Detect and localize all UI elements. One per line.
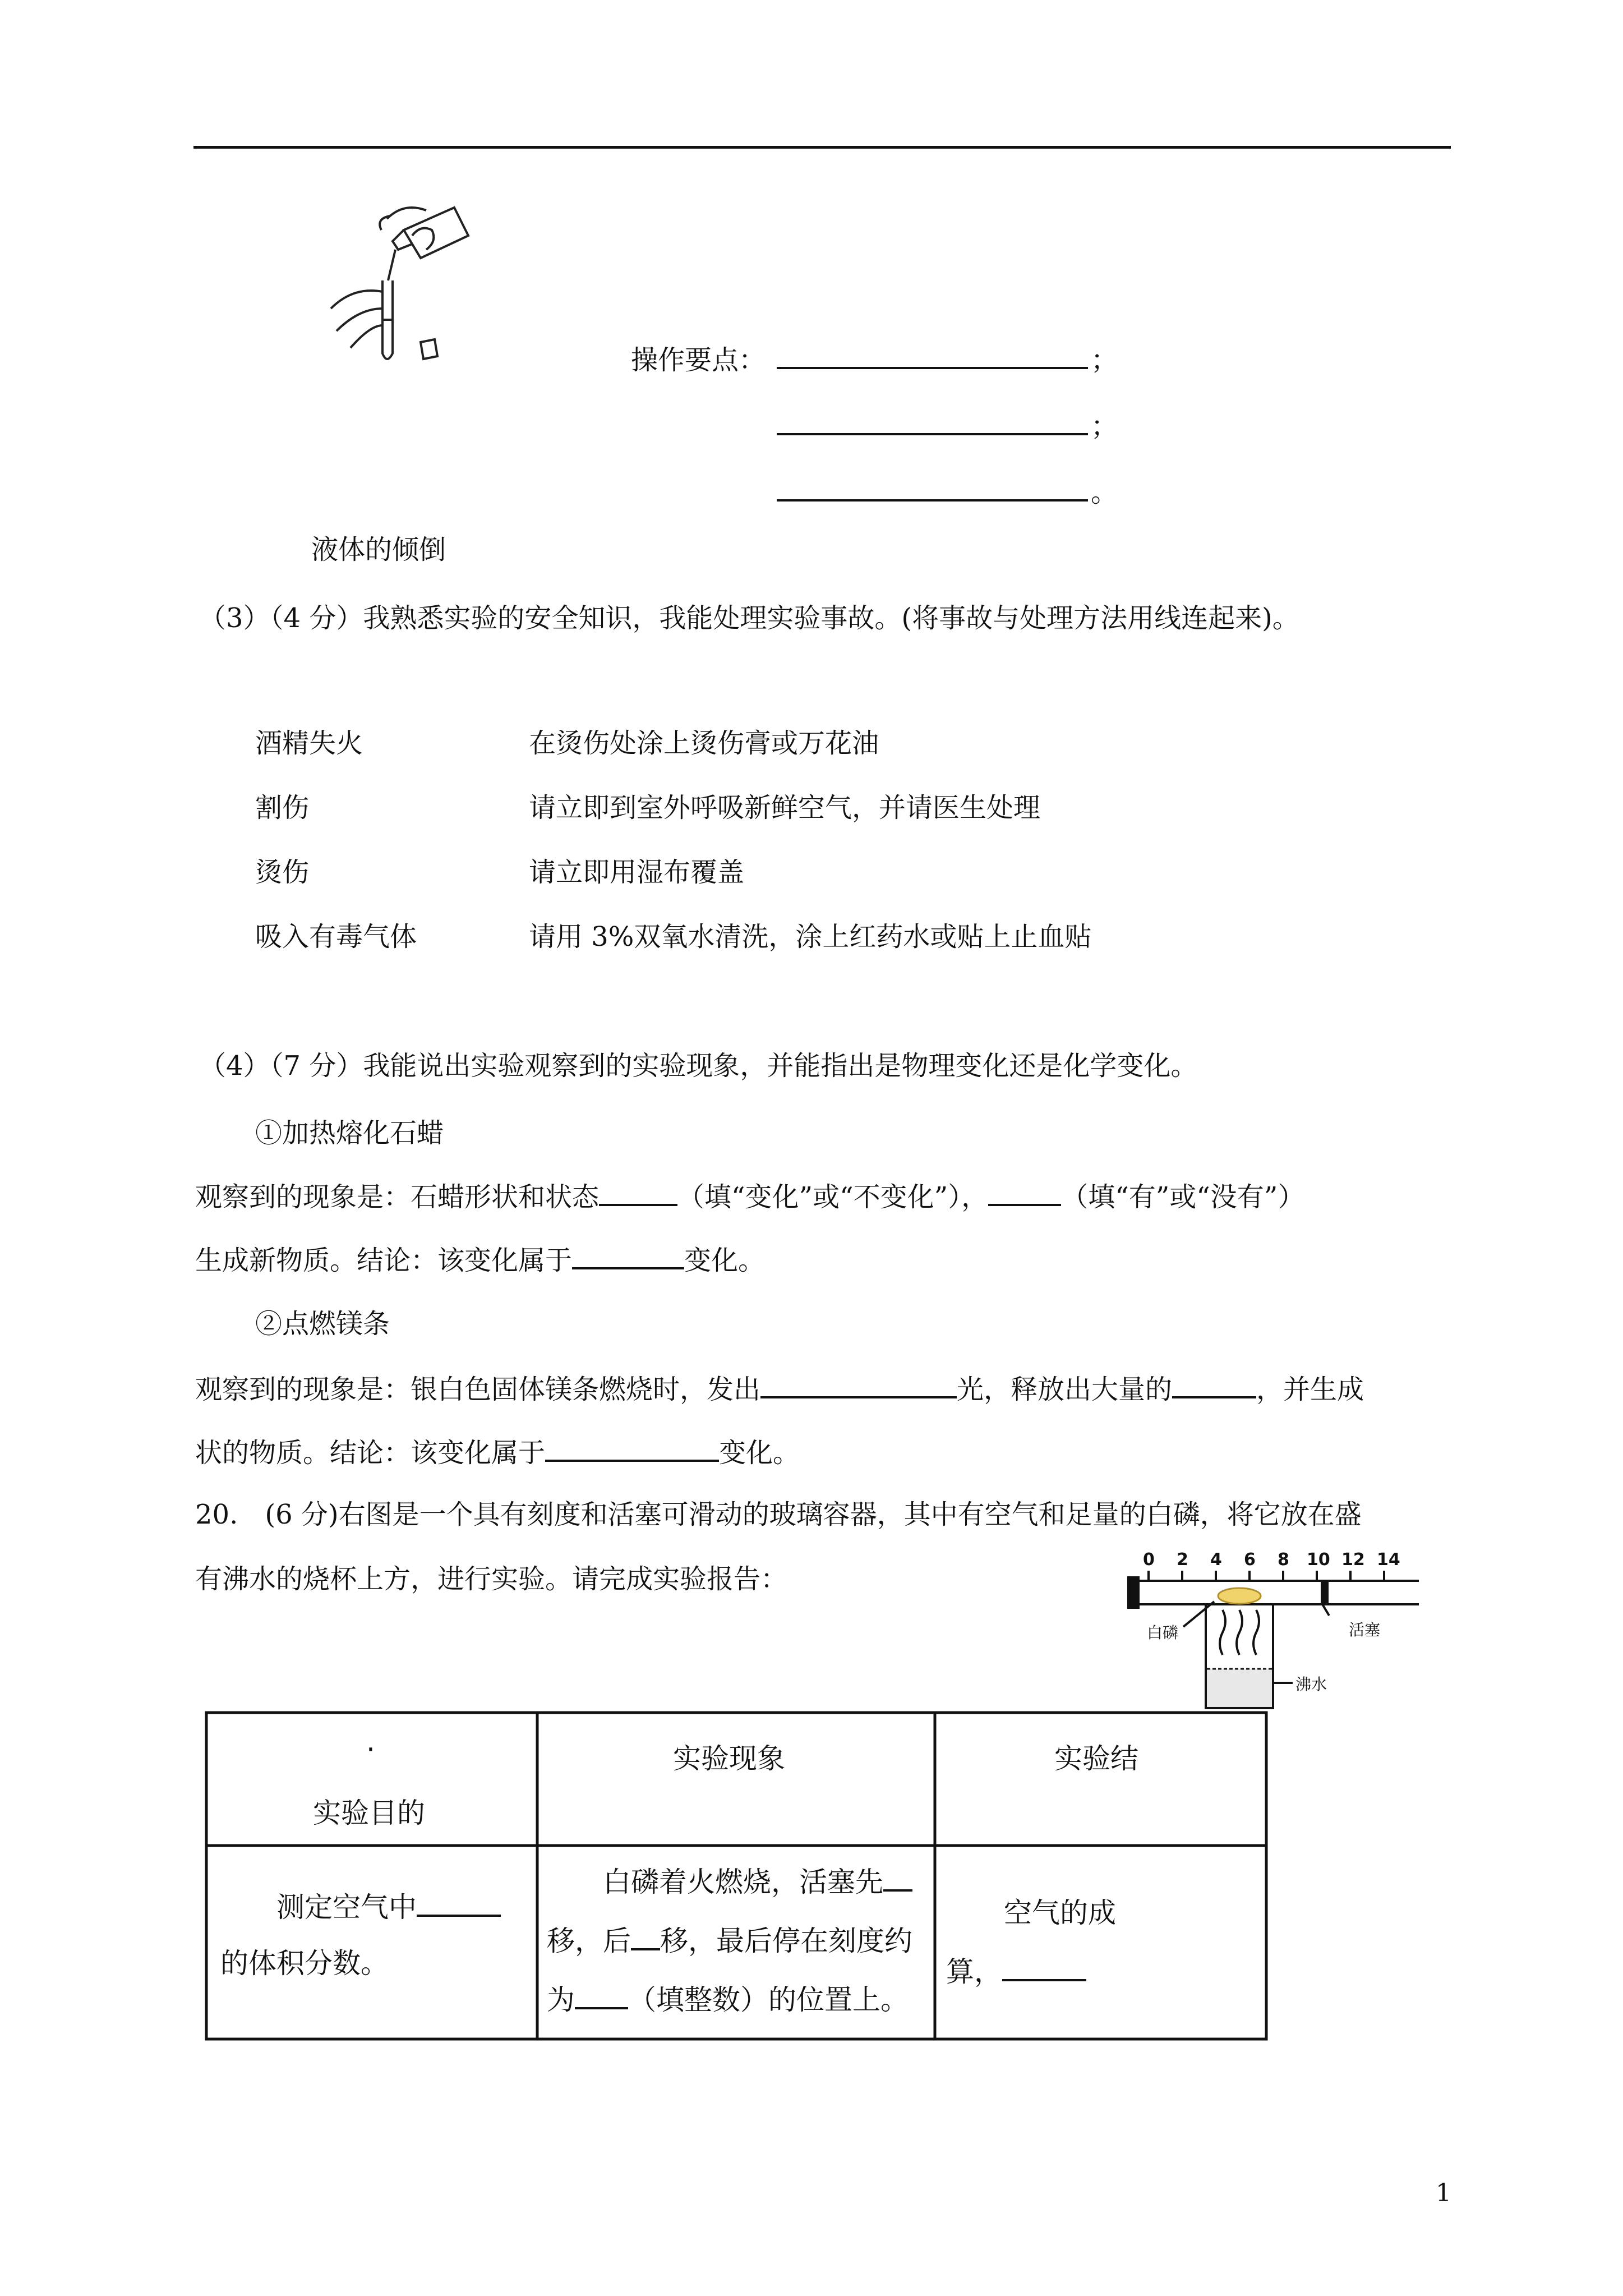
question-4-part-1-line-2 — [195, 1243, 765, 1277]
pouring-caption: 液体的倾倒 — [311, 534, 446, 565]
q4-2-blank-1[interactable] — [760, 1372, 957, 1398]
question-4-part-2-line-2 — [195, 1435, 800, 1470]
q4-1-text-c: （填“有”或“没有”） — [1061, 1181, 1305, 1213]
q4-2-blank-2[interactable] — [1172, 1372, 1256, 1398]
accident-item: 割伤 — [255, 792, 310, 823]
phenomenon-line-1 — [603, 1860, 912, 1900]
conclusion-line-2 — [946, 1949, 1086, 1990]
remedy-item: 请用 3%双氧水清洗，涂上红药水或贴上止血贴 — [529, 921, 1092, 953]
scale-tick-2: 2 — [1177, 1550, 1188, 1570]
purpose-blank[interactable] — [417, 1890, 501, 1917]
remedy-item: 在烫伤处涂上烫伤膏或万花油 — [529, 728, 879, 759]
page-number: 1 — [1436, 2179, 1451, 2207]
question-4-part-2: ②点燃镁条 — [255, 1308, 390, 1340]
scale-tick-4: 4 — [1210, 1550, 1222, 1570]
remedy-item: 请立即用湿布覆盖 — [529, 857, 745, 888]
question-3: （3）（4 分）我熟悉实验的安全知识，我能处理实验事故。(将事故与处理方法用线连起来)。 — [199, 602, 1299, 634]
scale-tick-0: 0 — [1143, 1550, 1155, 1570]
experiment-report-table — [205, 1711, 1138, 2042]
semicolon-2: ； — [1091, 411, 1118, 442]
phenomenon-text-b1: 移，后 — [547, 1925, 631, 1957]
question-4-part-1: ①加热熔化石蜡 — [255, 1117, 444, 1149]
header-rule — [193, 146, 1451, 149]
purpose-cell-line-1 — [276, 1885, 501, 1925]
conclusion-text-b: 算， — [946, 1955, 1002, 1988]
scale-tick-14: 14 — [1377, 1550, 1400, 1570]
question-4: （4）（7 分）我能说出实验观察到的实验现象，并能指出是物理变化还是化学变化。 — [199, 1050, 1198, 1082]
q4-1-text-b: （填“变化”或“不变化”）， — [677, 1181, 989, 1213]
q4-1-blank-2[interactable] — [988, 1179, 1061, 1206]
conclusion-blank[interactable] — [1002, 1954, 1086, 1981]
accident-item: 烫伤 — [255, 857, 310, 888]
phenomenon-text-c1: 为 — [547, 1984, 575, 2016]
q4-2-text-d: 状的物质。结论：该变化属于 — [195, 1437, 546, 1469]
purpose-cell-line-2: 的体积分数。 — [220, 1947, 389, 1980]
accident-item: 酒精失火 — [255, 728, 363, 759]
operation-blank-1[interactable] — [777, 342, 1088, 369]
period-mark: 。 — [1091, 477, 1118, 508]
question-20-line-1: 20. (6 分)右图是一个具有刻度和活塞可滑动的玻璃容器，其中有空气和足量的白磷，将它放在盛 — [195, 1499, 1362, 1530]
phenomenon-text-b2: 移，最后停在刻度约 — [660, 1925, 912, 1957]
accident-item: 吸入有毒气体 — [255, 921, 417, 953]
phenomenon-line-2 — [547, 1918, 912, 1959]
scale-tick-8: 8 — [1278, 1550, 1289, 1570]
header-experiment-purpose: 实验目的 — [313, 1797, 425, 1829]
q4-2-text-c: ，并生成 — [1256, 1374, 1364, 1405]
header-experiment-phenomenon: 实验现象 — [673, 1742, 785, 1775]
q4-1-text-e: 变化。 — [684, 1245, 766, 1276]
question-4-part-2-line-1 — [195, 1372, 1364, 1406]
question-4-part-1-line-1 — [195, 1179, 1304, 1214]
white-phosphorus-label: 白磷 — [1147, 1623, 1179, 1642]
conclusion-line-1: 空气的成 — [1004, 1897, 1116, 1929]
q4-1-blank-1[interactable] — [599, 1179, 677, 1206]
semicolon-1: ； — [1091, 344, 1118, 376]
phenomenon-blank-2[interactable] — [631, 1924, 660, 1950]
phenomenon-blank-3[interactable] — [575, 1982, 628, 2009]
phenomenon-text-a: 白磷着火燃烧，活塞先 — [603, 1866, 883, 1898]
question-20-line-2: 有沸水的烧杯上方，进行实验。请完成实验报告： — [195, 1563, 788, 1595]
scale-tick-6: 6 — [1244, 1550, 1256, 1570]
q4-2-blank-3[interactable] — [545, 1435, 719, 1462]
q4-2-text-e: 变化。 — [719, 1437, 800, 1469]
purpose-text: 测定空气中 — [276, 1891, 417, 1924]
header-experiment-conclusion: 实验结 — [1054, 1742, 1138, 1775]
q4-1-text-a: 观察到的现象是：石蜡形状和状态 — [195, 1181, 600, 1213]
scale-tick-12: 12 — [1341, 1550, 1365, 1570]
phenomenon-blank-1[interactable] — [883, 1865, 912, 1892]
q4-2-text-a: 观察到的现象是：银白色固体镁条燃烧时，发出 — [195, 1374, 761, 1405]
operation-points-label: 操作要点： — [631, 344, 766, 376]
q4-1-text-d: 生成新物质。结论：该变化属于 — [195, 1245, 573, 1276]
operation-blank-2[interactable] — [777, 408, 1088, 435]
remedy-item: 请立即到室外呼吸新鲜空气，并请医生处理 — [529, 792, 1041, 823]
q4-1-blank-3[interactable] — [572, 1243, 684, 1269]
operation-blank-3[interactable] — [777, 475, 1088, 501]
q4-2-text-b: 光，释放出大量的 — [957, 1374, 1173, 1405]
header-dot: · — [366, 1733, 375, 1766]
liquid-pouring-illustration — [320, 196, 488, 376]
boiling-water-label: 沸水 — [1295, 1675, 1327, 1694]
phenomenon-line-3 — [547, 1977, 909, 2018]
phenomenon-text-c2: （填整数）的位置上。 — [628, 1984, 909, 2016]
scale-tick-10: 10 — [1307, 1550, 1330, 1570]
apparatus-diagram — [1122, 1548, 1424, 1722]
piston-label: 活塞 — [1349, 1621, 1381, 1639]
